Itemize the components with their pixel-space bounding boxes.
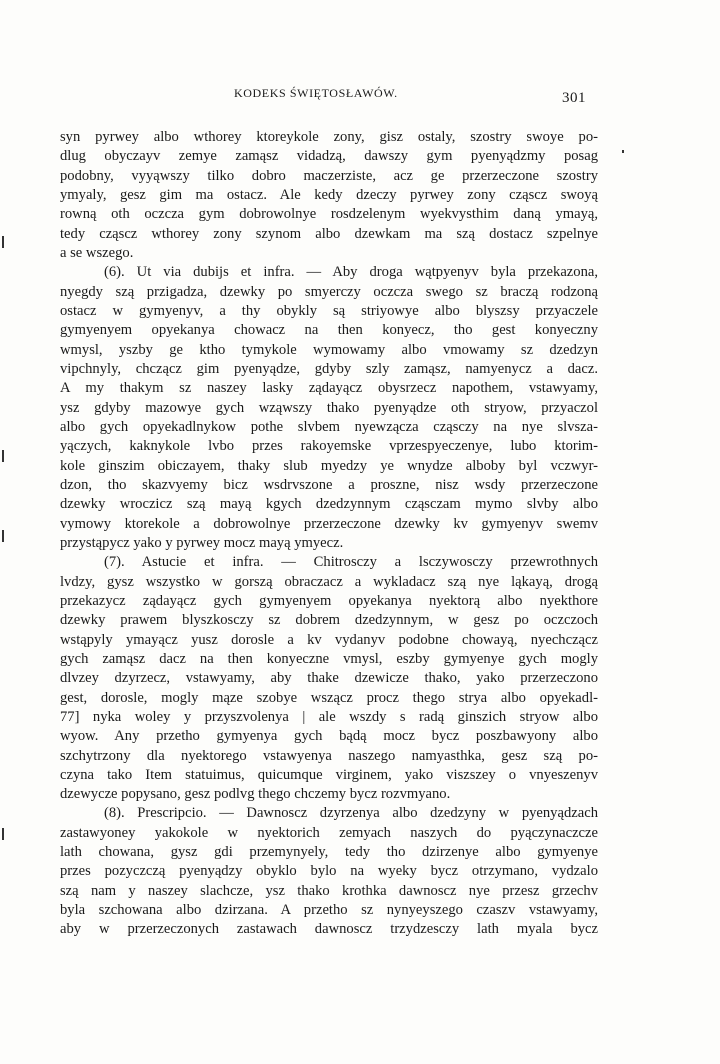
margin-mark [2,236,4,248]
text-line: dzon, tho skazvyemy bicz wsdrvszone a proszne, nisz wsdy przerzeczone [60,476,598,493]
text-line: szą nam y naszey slachcze, ysz thako krothka dawnoscz nye przesz grzechv [60,882,598,899]
margin-mark [2,450,4,462]
text-line: wyow. Any przetho gymyenya gych bądą mocz bycz poszbawyony albo [60,728,598,745]
text-line: yączych, kaknykole lvbo przes rakoyemske vprzespyeczenye, lubo ktorim- [60,438,598,455]
margin-mark [2,530,4,542]
text-line: dlug obyczayv zemye zamąsz vidadzą, dawszy gym pyenyądzmy posag [60,148,598,165]
text-line: nyegdy szą przigadza, dzewky po smyerczy oczcza swego sz braczą rodzoną [60,283,598,300]
text-line: vipchnyly, chcząсz gim pyenyądze, gdyby szly zamąsz, namyenycz a dacz. [60,360,598,377]
text-line: podobny, vyyąwszy tilko dobro maczerziste, acz ge przerzeczone szostry [60,167,598,184]
text-line: dzewky wroczicz szą mayą kgych dzedzynnym cząsczam mymo slvby albo [60,496,598,513]
text-line: gych zamąsz dacz na then konyeczne vmysl, eszby gymyenye gych mogly [60,650,598,667]
text-line: dlvzey dzyrzecz, vstawyamy, aby thake dzewicze thako, yako przerzeczono [60,670,598,687]
text-line: lath chowana, gysz gdi przemynyely, tedy tho dzirzenye albo gymyenye [60,844,598,861]
text-line: aby w przerzeczonych zastawach dawnoscz trzydzesczy lath myala bycz [60,921,598,938]
text-line: przystąpycz yako y pyrwey mocz mayą ymyecz. [60,534,344,551]
text-line: lvdzy, gysz wszystko w gorszą obraczacz a wykladacz szą nye ląkayą, drogą [60,573,598,590]
body-text [60,128,598,940]
text-line: ysz gdyby mazowye gych wząwszy thako pyenyądze oth stryow, przyaczol [60,399,598,416]
text-line: (8). Prescripcio. — Dawnoscz dzyrzenya albo dzedzyny w pyenyądzach [104,805,598,822]
text-line: 77] nyka woley y przyszvolenya | ale wszdy s radą ginszich stryow albo [60,708,598,725]
text-line: (6). Ut via dubijs et infra. — Aby droga wątpyenyv byla przekazona, [104,264,598,281]
text-line: syn pyrwey albo wthorey ktoreykole zony, gisz ostaly, szostry swoye po- [60,129,598,145]
text-line: dzewycze popysano, gesz podlvg thego chczemy bycz rozvmyano. [60,786,451,803]
text-line: wstąpyly ymayącz yusz dorosle a kv vydanyv podobne chowayą, nyechcząсz [60,631,598,648]
text-line: wmysl, yszby ge ktho tymykole wymowamy albo vmowamy sz dzedzyn [60,341,598,358]
text-line: rowną oth oczcza gym dobrowolnye rosdzelenym wyekvysthim daną ymayą, [60,206,598,223]
text-line: albo gych opyekadlnykow pothe slvbem nyewząсza cząsczy na nye slvsza- [60,418,598,435]
text-line: ostacz w gymyenyv, a thy obykly są striyowye albo blyszsy przyaczele [60,302,598,319]
text-line: A my thakym sz naszey lasky ządayącz obysrzecz napothem, vstawyamy, [60,380,598,397]
text-line: zastawyoney yakokole w nyektorich zemyach naszych do pyączynaczcze [60,824,598,841]
text-line: gymyenyem opyekanya chowacz na then konyecz, tho gest konyeczny [60,322,598,339]
text-line: tedy cząscz wthorey zony szynom albo dzewkam ma szą dostacz szpelnye [60,225,598,242]
running-title: KODEKS ŚWIĘTOSŁAWÓW. [234,86,398,100]
text-line: czyna tako Item statuimus, quicumque virginem, yako viszszey o vnyeszenyv [60,766,598,783]
page-number: 301 [562,90,586,106]
text-line: przekazycz ządayącz gych gymyenyem opyekanya nyektorą albo nyekthore [60,592,598,609]
margin-mark [2,828,4,840]
text-line: gest, dorosle, mogly mąze szobye wsząсz procz thego strya albo opyekadl- [60,689,598,706]
text-line: przes pozyczczą pyenyądzy obyklo bylo na wyeky bycz otrzymano, vydzalo [60,863,598,880]
text-line: szchytrzony dla nyektorego vstawyenya naszego namyasthka, gesz szą po- [60,747,598,764]
running-head [0,86,720,106]
text-line: ymyaly, gesz gim ma ostacz. Ale kedy dzeczy pyrwey zony cząscz swoyą [60,186,598,203]
text-line: kole ginszim obiczayem, thaky slub myedzy ye wnydze alboby byl vczwyr- [60,457,598,474]
text-line: vymowy ktorekole a dobrowolnye przerzeczone dzewky kv gymyenyv swemv [60,515,598,532]
text-line: a se wszego. [60,244,134,261]
text-line: (7). Astucie et infra. — Chitrosczy a lsczywosczy przewrothnych [104,554,598,571]
margin-mark [622,150,624,153]
text-line: dzewky prawem blyszkosczy sz dobrem dzedzynnym, w gesz po oczczoch [60,612,598,629]
text-line: byla szchowana albo dzirzana. A przetho sz nynyeyszego czaszv vstawyamy, [60,902,598,919]
